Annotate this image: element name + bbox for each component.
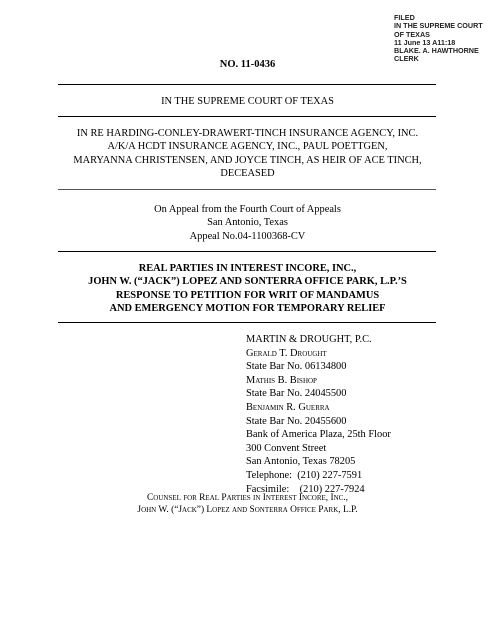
title-line: REAL PARTIES IN INTEREST INCORE, INC., — [138, 263, 357, 274]
stamp-line: FILED — [394, 13, 415, 22]
address-line: Bank of America Plaza, 25th Floor — [246, 429, 391, 441]
attorney-name: Benjamin R. Guerra — [246, 401, 330, 413]
caption-line: MARYANNA CHRISTENSEN, AND JOYCE TINCH, AS HEIR OF ACE TINCH, — [73, 154, 422, 166]
appeal-line: Appeal No.04-1100368-CV — [189, 230, 306, 242]
attorney-name: Gerald T. Drought — [246, 347, 327, 359]
filed-stamp — [394, 14, 494, 64]
appeal-line: San Antonio, Texas — [207, 217, 288, 229]
stamp-line: OF TEXAS — [394, 29, 430, 39]
divider — [58, 189, 436, 190]
divider — [58, 116, 436, 117]
stamp-line: BLAKE. A. HAWTHORNE — [394, 46, 479, 56]
caption-line: A/K/A HCDT INSURANCE AGENCY, INC., PAUL POETTGEN, — [107, 141, 388, 153]
address-line: San Antonio, Texas 78205 — [246, 456, 356, 468]
appeal-line: On Appeal from the Fourth Court of Appeals — [154, 204, 341, 215]
caption-line: IN RE HARDING-CONLEY-DRAWERT-TINCH INSURANCE AGENCY, INC. — [76, 128, 419, 139]
document-title — [50, 262, 445, 316]
divider — [58, 251, 436, 252]
divider — [58, 84, 436, 85]
stamp-line: CLERK — [394, 54, 419, 64]
stamp-line: IN THE SUPREME COURT — [394, 21, 483, 31]
title-line: JOHN W. (“JACK”) LOPEZ AND SONTERRA OFFICE PARK, L.P.’S — [88, 276, 407, 288]
attorney-name: Mathis B. Bishop — [246, 374, 317, 386]
counsel-line: Counsel for Real Parties in Interest Incore, Inc., — [147, 493, 348, 503]
telephone: Telephone: (210) 227-7591 — [246, 469, 363, 481]
facsimile: Facsimile: (210) 227-7924 — [246, 483, 365, 495]
counsel-line: John W. (“Jack”) Lopez and Sonterra Office Park, L.P. — [137, 505, 358, 515]
divider — [58, 322, 436, 323]
title-line: AND EMERGENCY MOTION FOR TEMPORARY RELIEF — [109, 303, 386, 315]
firm-name: MARTIN & DROUGHT, P.C. — [246, 334, 372, 345]
address-line: 300 Convent Street — [246, 442, 327, 454]
bar-number: State Bar No. 24045500 — [246, 388, 347, 400]
title-line: RESPONSE TO PETITION FOR WRIT OF MANDAMUS — [115, 289, 380, 301]
court-name: IN THE SUPREME COURT OF TEXAS — [161, 96, 334, 107]
in-re-caption — [50, 127, 445, 181]
caption-line: DECEASED — [220, 168, 275, 180]
appeal-info — [50, 203, 445, 243]
counsel-for — [70, 492, 425, 516]
stamp-line: 11 June 13 A11:18 — [394, 37, 456, 47]
bar-number: State Bar No. 06134800 — [246, 361, 347, 373]
case-number: NO. 11-0436 — [219, 59, 276, 70]
bar-number: State Bar No. 20455600 — [246, 415, 347, 427]
signature-block — [246, 333, 476, 496]
